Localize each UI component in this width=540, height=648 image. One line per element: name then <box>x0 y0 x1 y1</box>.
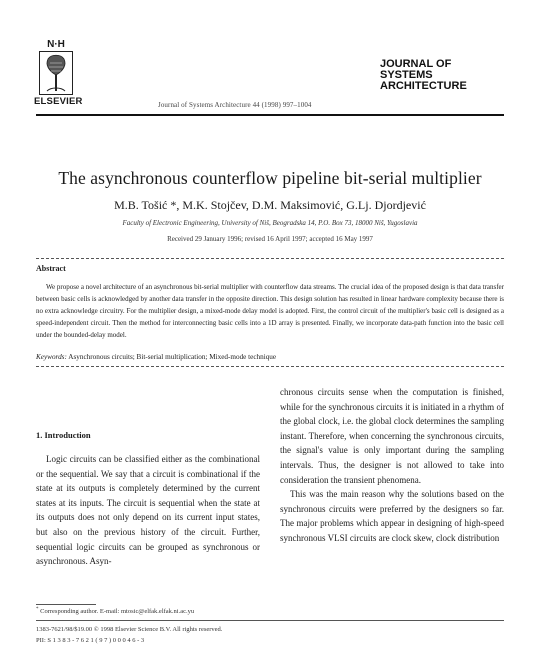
received-dates: Received 29 January 1996; revised 16 April 1997; accepted 16 May 1997 <box>167 235 373 243</box>
left-column-text: Logic circuits can be classified either as the combinational or the sequential. We say that a circuit is combinational if the state at its outputs is completely determined by the current states at its inputs. The circuit is sequential when the state at its outputs does not only depend on its current input states, but also on the previous history of the circuit. Further, sequential logic circuits can be grouped as synchronous or asynchronous. Asyn- <box>36 454 260 567</box>
keywords-label: Keywords: <box>36 353 67 361</box>
north-holland-mark: N·H <box>47 39 65 50</box>
footnote-divider <box>36 604 96 605</box>
article-authors: M.B. Tošić *, M.K. Stojčev, D.M. Maksimović, G.Lj. Djordjević <box>114 198 426 212</box>
pii-line: PII: S 1 3 8 3 - 7 6 2 1 ( 9 7 ) 0 0 0 4 6 - 3 <box>36 637 145 644</box>
abstract-top-divider <box>36 258 504 259</box>
elsevier-tree-icon <box>39 51 73 95</box>
body-paragraph: chronous circuits sense when the computation is finished, while for the synchronous circuits it is initiated in a rhythm of the global clock, i.e. the global clock determines the sampling instant. Therefore, when concerning the synchronous circuits, the signal's value is only important during the sampling intervals. Thus, the designer is not allowed to take into consideration the transient phenomena. <box>280 387 504 485</box>
journal-title <box>380 59 500 92</box>
keywords-list: Asynchronous circuits; Bit-serial multiplication; Mixed-mode technique <box>66 353 277 361</box>
publisher-name: ELSEVIER <box>34 96 83 107</box>
copyright-line: 1383-7621/98/$19.00 © 1998 Elsevier Science B.V. All rights reserved. <box>36 626 223 633</box>
journal-title-line: JOURNAL OF <box>380 58 452 70</box>
abstract-heading: Abstract <box>36 264 66 273</box>
corresponding-author-footnote <box>36 607 194 615</box>
elsevier-logo <box>34 39 83 107</box>
footnote-text: Corresponding author. E-mail: mtosic@elfak.elfak.ni.ac.yu <box>38 608 195 616</box>
footer-divider <box>36 620 504 621</box>
abstract-text: We propose a novel architecture of an asynchronous bit-serial multiplier with counterflow data streams. The crucial idea of the proposed design is that data transfer between basic cells is acknowledged by another data transfer in the opposite direction. This design solution has resulted in linear hardware complexity because there is no extra acknowledge circuitry. For the multiplier design, a mixed-mode delay model is adopted. First, the control circuit of the multiplier's basic cell is designed as a speed-independent circuit. Then the method for interconnecting basic cells into a 1D array is presented. Finally, we incorporate data-path function into the basic cell under the bounded-delay model. <box>36 283 504 339</box>
journal-citation: Journal of Systems Architecture 44 (1998) 997–1004 <box>158 101 312 109</box>
footnote-mark: * <box>36 607 39 612</box>
keywords-line <box>36 353 276 361</box>
section-heading: 1. Introduction <box>36 430 91 440</box>
journal-title-line: SYSTEMS <box>380 69 433 81</box>
abstract-bottom-divider <box>36 366 504 367</box>
body-paragraph: This was the main reason why the solutions based on the synchronous circuits were preferred by the designers so far. The major problems which appear in designing of high-speed synchronous VLSI circuits are clock skew, clock distribution <box>280 489 504 543</box>
author-affiliation: Faculty of Electronic Engineering, University of Niš, Beogradska 14, P.O. Box 73, 18000 Niš, Yugoslavia <box>122 219 418 227</box>
journal-title-line: ARCHITECTURE <box>380 80 467 92</box>
article-title: The asynchronous counterflow pipeline bit-serial multiplier <box>58 168 482 188</box>
right-column <box>280 385 504 546</box>
header-divider <box>36 114 504 116</box>
